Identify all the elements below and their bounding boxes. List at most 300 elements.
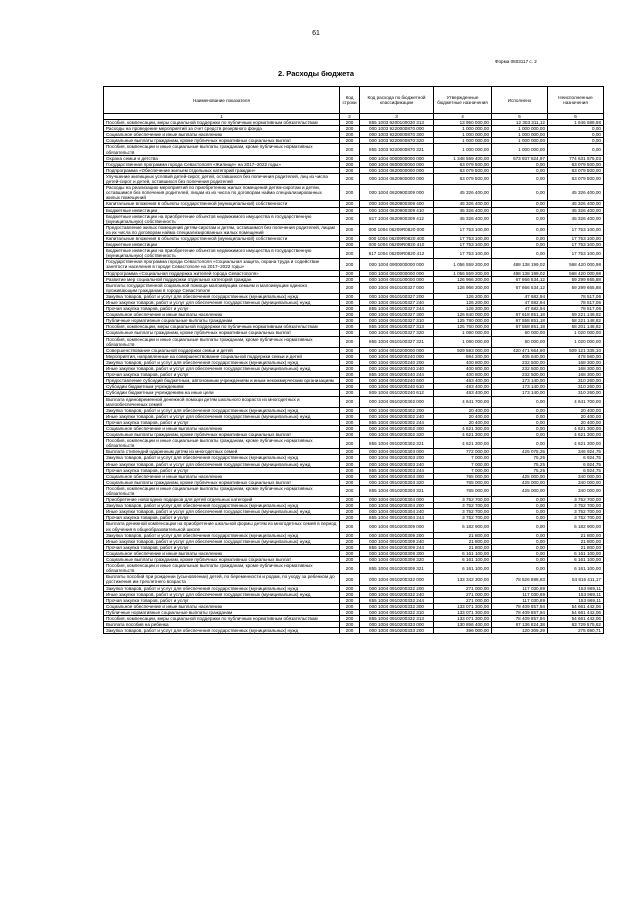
row-line-code: 200 <box>340 585 360 591</box>
row-unexecuted: 153 969,11 <box>548 597 604 603</box>
row-name: Расходы на проведение мероприятий за счет средств резервного фонда <box>104 126 340 132</box>
row-budget-code: 000 1004 06209R0820 400 <box>360 235 434 241</box>
row-line-code: 200 <box>340 336 360 347</box>
row-approved: 126 840 000,00 <box>434 312 492 318</box>
row-line-code: 200 <box>340 509 360 515</box>
row-line-code: 200 <box>340 384 360 390</box>
row-name: Подпрограмма «Обеспечение жильем отдельных категорий граждан» <box>104 167 340 173</box>
row-name: Иные закупки товаров, работ и услуг для обеспечения государственных (муниципальных) нужд <box>104 366 340 372</box>
row-budget-code: 000 1004 0910200303 240 <box>360 461 434 467</box>
row-executed: 405 640,00 <box>492 353 548 359</box>
row-unexecuted: 4 621 300,00 <box>548 425 604 431</box>
row-name: Социальное обеспечение и иные выплаты населению <box>104 603 340 609</box>
row-line-code: 200 <box>340 591 360 597</box>
row-unexecuted: 153 969,11 <box>548 591 604 597</box>
row-approved: 17 753 100,00 <box>434 235 492 241</box>
row-approved: 4 621 300,00 <box>434 432 492 438</box>
row-name: Иные закупки товаров, работ и услуг для обеспечения государственных (муниципальных) нужд <box>104 413 340 419</box>
row-unexecuted: 4 641 700,00 <box>548 396 604 407</box>
row-line-code: 200 <box>340 432 360 438</box>
row-approved: 130 856 400,00 <box>434 622 492 628</box>
row-unexecuted: 6 182 900,00 <box>548 521 604 532</box>
row-approved: 21 800,00 <box>434 538 492 544</box>
row-name: Закупка товаров, работ и услуг для обеспечения государственных (муниципальных) нужд <box>104 407 340 413</box>
row-approved: 21 800,00 <box>434 544 492 550</box>
row-unexecuted: 21 800,00 <box>548 544 604 550</box>
row-executed: 0,00 <box>492 235 548 241</box>
row-name: Прочая закупка товаров, работ и услуг <box>104 515 340 521</box>
row-budget-code: 000 1004 0910200332 240 <box>360 591 434 597</box>
row-approved: 3 752 700,00 <box>434 497 492 503</box>
row-name: Бюджетные инвестиции на приобретение объектов недвижимого имущества в государственную (муниципальную) собственность <box>104 248 340 259</box>
column-number: 2 <box>340 114 360 120</box>
row-line-code: 200 <box>340 201 360 207</box>
row-line-code: 200 <box>340 497 360 503</box>
row-approved: 133 071 300,00 <box>434 603 492 609</box>
row-budget-code: 000 1004 0910100327 200 <box>360 293 434 299</box>
column-number: 1 <box>104 114 340 120</box>
table-row <box>104 628 604 634</box>
row-budget-code: 000 1004 0000000000 000 <box>360 155 434 161</box>
row-executed: 232 500,00 <box>492 359 548 365</box>
row-approved: 6 161 100,00 <box>434 563 492 574</box>
row-name: Социальные выплаты гражданам, кроме публичных нормативных социальных выплат <box>104 479 340 485</box>
row-unexecuted: 168 300,00 <box>548 372 604 378</box>
row-executed: 173 140,00 <box>492 378 548 384</box>
row-executed: 0,00 <box>492 185 548 201</box>
row-budget-code: 855 1004 0910200303 321 <box>360 485 434 496</box>
row-unexecuted: 59 221 148,82 <box>548 312 604 318</box>
row-unexecuted: 17 753 100,00 <box>548 248 604 259</box>
row-name: Улучшение жилищных условий детей-сирот, детей, оставшихся без попечения родителей, лиц из числа детей-сирот и детей, оставшихся без попечения родителей <box>104 173 340 184</box>
row-approved: 133 071 300,00 <box>434 609 492 615</box>
row-approved: 772 000,00 <box>434 449 492 455</box>
row-name: Бюджетные инвестиции на приобретение объектов недвижимого имущества в государственную (муниципальную) собственность <box>104 213 340 224</box>
row-unexecuted: 17 753 100,00 <box>548 242 604 248</box>
row-executed: 0,00 <box>492 242 548 248</box>
row-budget-code: 000 1004 0910200332 300 <box>360 603 434 609</box>
page-number: 61 <box>312 30 320 37</box>
row-unexecuted: 1 646 688,88 <box>548 120 604 126</box>
row-budget-code: 855 1004 0910100327 244 <box>360 306 434 312</box>
row-line-code: 200 <box>340 544 360 550</box>
row-budget-code: 000 1004 0910200302 000 <box>360 396 434 407</box>
row-budget-code: 000 1004 0620000000 000 <box>360 167 434 173</box>
row-name: Предоставление жилых помещений детям-сиротам и детям, оставшимся без попечения родителей, лицам из их числа по договорам найма специализированных жилых помещений <box>104 224 340 235</box>
table-row <box>104 144 604 155</box>
row-line-code: 200 <box>340 609 360 615</box>
row-name: Прочая закупка товаров, работ и услуг <box>104 372 340 378</box>
row-line-code: 200 <box>340 503 360 509</box>
row-line-code: 200 <box>340 347 360 353</box>
row-budget-code: 000 1004 0910200332 000 <box>360 574 434 585</box>
row-unexecuted: 168 300,00 <box>548 366 604 372</box>
row-budget-code: 855 1003 9200100030 313 <box>360 120 434 126</box>
row-unexecuted: 310 260,00 <box>548 384 604 390</box>
row-executed: 12 303 311,12 <box>492 120 548 126</box>
column-header-name: Наименование показателя <box>104 87 340 114</box>
row-budget-code: 855 1004 0910200309 321 <box>360 563 434 574</box>
row-unexecuted: 59 299 665,88 <box>548 282 604 293</box>
row-approved: 17 753 100,00 <box>434 248 492 259</box>
row-line-code: 200 <box>340 563 360 574</box>
row-line-code: 200 <box>340 185 360 201</box>
row-budget-code: 000 1004 0910200302 300 <box>360 425 434 431</box>
row-approved: 6 161 100,00 <box>434 557 492 563</box>
row-approved: 21 800,00 <box>434 532 492 538</box>
row-budget-code: 000 1004 0910200304 200 <box>360 503 434 509</box>
row-line-code: 200 <box>340 473 360 479</box>
table-row <box>104 563 604 574</box>
row-name: Иные закупки товаров, работ и услуг для обеспечения государственных (муниципальных) нужд <box>104 300 340 306</box>
row-line-code: 200 <box>340 550 360 556</box>
row-name: Социальное обеспечение и иные выплаты населению <box>104 425 340 431</box>
row-budget-code: 000 1004 06209R0820 000 <box>360 224 434 235</box>
row-name: Закупка товаров, работ и услуг для обеспечения государственных (муниципальных) нужд <box>104 293 340 299</box>
row-name: Выплаты пособий при рождении (усыновлении) детей, по беременности и родам, по уходу за ребенком до достижения им трехлетнего возраста <box>104 574 340 585</box>
row-budget-code: 817 1004 06209R0820 412 <box>360 248 434 259</box>
row-line-code: 200 <box>340 622 360 628</box>
row-approved: 45 326 400,00 <box>434 207 492 213</box>
row-executed: 173 140,00 <box>492 390 548 396</box>
row-budget-code: 000 1004 0620900000 000 <box>360 173 434 184</box>
row-approved: 765 000,00 <box>434 479 492 485</box>
row-line-code: 200 <box>340 538 360 544</box>
row-budget-code: 000 1004 0910100327 000 <box>360 282 434 293</box>
row-unexecuted: 20 400,00 <box>548 419 604 425</box>
row-name: Пособия, компенсации и иные социальные выплаты гражданам, кроме публичных нормативных обязательств <box>104 336 340 347</box>
row-approved: 4 621 300,00 <box>434 438 492 449</box>
row-budget-code: 000 1004 0910200302 200 <box>360 407 434 413</box>
row-executed: 0,00 <box>492 207 548 213</box>
row-approved: 45 326 400,00 <box>434 213 492 224</box>
row-budget-code: 000 1004 0910200333 000 <box>360 622 434 628</box>
row-unexecuted: 310 260,00 <box>548 378 604 384</box>
row-approved: 3 752 700,00 <box>434 509 492 515</box>
row-executed: 0,00 <box>492 425 548 431</box>
row-unexecuted: 0,00 <box>548 144 604 155</box>
row-budget-code: 855 1004 0910200302 321 <box>360 438 434 449</box>
row-budget-code: 000 1004 0910200304 240 <box>360 509 434 515</box>
row-line-code: 200 <box>340 138 360 144</box>
row-approved: 4 621 300,00 <box>434 425 492 431</box>
row-line-code: 200 <box>340 306 360 312</box>
row-budget-code: 000 1004 0910200240 600 <box>360 378 434 384</box>
table-row <box>104 224 604 235</box>
row-name: Иные закупки товаров, работ и услуг для обеспечения государственных (муниципальных) нужд <box>104 509 340 515</box>
row-name: Пособия, компенсации, меры социальной поддержки по публичным нормативным обязательствам <box>104 120 340 126</box>
row-unexecuted: 6 924,75 <box>548 455 604 461</box>
column-number: 3 <box>360 114 434 120</box>
row-budget-code: 000 1004 0910200240 240 <box>360 366 434 372</box>
row-unexecuted: 45 326 400,00 <box>548 185 604 201</box>
row-unexecuted: 0,00 <box>548 138 604 144</box>
row-approved: 6 161 100,00 <box>434 550 492 556</box>
row-line-code: 200 <box>340 248 360 259</box>
row-executed: 0,00 <box>492 213 548 224</box>
row-approved: 133 071 300,00 <box>434 615 492 621</box>
row-budget-code: 000 1003 9220000870 300 <box>360 132 434 138</box>
row-unexecuted: 168 300,00 <box>548 359 604 365</box>
row-name: Развитие мер социальной поддержки отдельных категорий граждан <box>104 276 340 282</box>
table-row <box>104 336 604 347</box>
row-line-code: 200 <box>340 282 360 293</box>
row-line-code: 200 <box>340 413 360 419</box>
row-approved: 17 753 100,00 <box>434 224 492 235</box>
row-executed: 47 682,94 <box>492 293 548 299</box>
row-name: Выплаты государственной социальной помощи малоимущим семьям и малоимущим одиноко проживающим гражданам в городе Севастополе <box>104 282 340 293</box>
row-executed: 67 136 824,38 <box>492 622 548 628</box>
row-line-code: 200 <box>340 515 360 521</box>
row-unexecuted: 63 729 575,62 <box>548 622 604 628</box>
row-line-code: 200 <box>340 161 360 167</box>
row-unexecuted: 54 661 442,06 <box>548 609 604 615</box>
row-name: Капитальные вложения в объекты государственной (муниципальной) собственности <box>104 235 340 241</box>
row-executed: 0,00 <box>492 161 548 167</box>
row-executed: 425 000,00 <box>492 479 548 485</box>
row-name: Пособия, компенсации и иные социальные выплаты гражданам, кроме публичных нормативных обязательств <box>104 485 340 496</box>
table-row <box>104 438 604 449</box>
row-name: Выплата пособия на ребенка <box>104 622 340 628</box>
row-line-code: 200 <box>340 259 360 270</box>
row-name: Социальные выплаты гражданам, кроме публичных нормативных социальных выплат <box>104 330 340 336</box>
row-line-code: 200 <box>340 628 360 634</box>
row-line-code: 200 <box>340 615 360 621</box>
row-budget-code: 855 1004 0910200332 244 <box>360 597 434 603</box>
row-name: Социальные выплаты гражданам, кроме публичных нормативных социальных выплат <box>104 138 340 144</box>
row-budget-code: 000 1004 0910200303 300 <box>360 473 434 479</box>
row-approved: 271 000,00 <box>434 591 492 597</box>
row-unexecuted: 6 161 100,00 <box>548 550 604 556</box>
row-executed: 0,00 <box>492 532 548 538</box>
row-budget-code: 000 1004 0910000000 000 <box>360 270 434 276</box>
row-unexecuted: 58 221 148,82 <box>548 318 604 324</box>
row-line-code: 200 <box>340 425 360 431</box>
row-executed: 0,00 <box>492 173 548 184</box>
row-name: Субсидии бюджетным учреждениям <box>104 384 340 390</box>
row-executed: 117 030,89 <box>492 597 548 603</box>
row-budget-code: 855 1004 0910200304 244 <box>360 515 434 521</box>
row-executed: 0,00 <box>492 396 548 407</box>
row-approved: 483 400,00 <box>434 390 492 396</box>
row-budget-code: 855 1004 0910200332 313 <box>360 615 434 621</box>
row-name: Социальные выплаты гражданам, кроме публичных нормативных социальных выплат <box>104 557 340 563</box>
row-approved: 1 000 000,00 <box>434 138 492 144</box>
row-unexecuted: 45 326 400,00 <box>548 207 604 213</box>
row-approved: 20 400,00 <box>434 419 492 425</box>
row-unexecuted: 340 000,00 <box>548 485 604 496</box>
row-unexecuted: 6 924,75 <box>548 467 604 473</box>
row-line-code: 200 <box>340 485 360 496</box>
row-approved: 884 200,00 <box>434 353 492 359</box>
row-budget-code: 000 1004 0910200303 320 <box>360 479 434 485</box>
row-name: Прочая закупка товаров, работ и услуг <box>104 306 340 312</box>
row-line-code: 200 <box>340 603 360 609</box>
row-name: Государственная программа города Севастополя «Жилище» на 2017–2022 годы» <box>104 161 340 167</box>
row-executed: 425 000,00 <box>492 473 548 479</box>
row-name: Пособия, компенсации и иные социальные выплаты гражданам, кроме публичных нормативных обязательств <box>104 438 340 449</box>
row-approved: 1 080 000,00 <box>434 330 492 336</box>
row-budget-code: 000 1004 0910200240 000 <box>360 353 434 359</box>
row-unexecuted: 6 161 100,00 <box>548 563 604 574</box>
row-approved: 126 966 200,00 <box>434 282 492 293</box>
row-approved: 3 752 700,00 <box>434 515 492 521</box>
row-executed: 67 666 534,12 <box>492 276 548 282</box>
row-budget-code: 855 1004 0910200302 244 <box>360 419 434 425</box>
row-line-code: 200 <box>340 574 360 585</box>
column-number: 6 <box>548 114 604 120</box>
row-executed: 78 409 857,94 <box>492 603 548 609</box>
row-executed: 67 666 534,12 <box>492 282 548 293</box>
row-executed: 0,00 <box>492 509 548 515</box>
row-executed: 78 409 857,94 <box>492 615 548 621</box>
row-unexecuted: 59 299 665,88 <box>548 276 604 282</box>
row-budget-code: 000 1004 0910200332 310 <box>360 609 434 615</box>
row-approved: 1 056 559 200,00 <box>434 259 492 270</box>
row-unexecuted: 78 517,06 <box>548 306 604 312</box>
row-line-code: 200 <box>340 521 360 532</box>
row-name: Выплата денежной компенсации на приобретение школьной формы детям из многодетных семей в период их обучения в общеобразовательной школе <box>104 521 340 532</box>
row-line-code: 200 <box>340 270 360 276</box>
row-unexecuted: 1 020 000,00 <box>548 336 604 347</box>
row-unexecuted: 21 800,00 <box>548 538 604 544</box>
row-name: Иные закупки товаров, работ и услуг для обеспечения государственных (муниципальных) нужд <box>104 591 340 597</box>
row-name: Выплата стипендий одаренным детям из многодетных семей <box>104 449 340 455</box>
row-approved: 1 056 559 200,00 <box>434 270 492 276</box>
row-budget-code: 000 1004 0910100327 240 <box>360 300 434 306</box>
column-header-unexecuted: Неисполненные назначения <box>548 87 604 114</box>
row-name: Социальное обеспечение и иные выплаты населению <box>104 473 340 479</box>
row-line-code: 200 <box>340 276 360 282</box>
row-unexecuted: 275 690,71 <box>548 628 604 634</box>
table-header-row <box>104 87 604 114</box>
row-name: Прочая закупка товаров, работ и услуг <box>104 544 340 550</box>
row-unexecuted: 6 924,75 <box>548 461 604 467</box>
row-executed: 1 000 000,00 <box>492 126 548 132</box>
row-executed: 1 000 000,00 <box>492 144 548 155</box>
row-name: Публичные нормативные социальные выплаты гражданам <box>104 318 340 324</box>
row-line-code: 200 <box>340 467 360 473</box>
row-executed: 67 558 851,18 <box>492 324 548 330</box>
row-executed: 573 937 824,97 <box>492 155 548 161</box>
expenses-table <box>103 86 604 634</box>
row-budget-code: 000 1004 0910100327 310 <box>360 318 434 324</box>
row-executed: 0,00 <box>492 432 548 438</box>
row-budget-code: 855 1004 0910200303 244 <box>360 467 434 473</box>
row-unexecuted: 20 400,00 <box>548 407 604 413</box>
row-unexecuted: 4 621 300,00 <box>548 432 604 438</box>
row-budget-code: 000 1004 06209R0820 410 <box>360 242 434 248</box>
row-line-code: 200 <box>340 173 360 184</box>
column-number: 4 <box>434 114 492 120</box>
row-approved: 1 000 000,00 <box>434 132 492 138</box>
row-approved: 6 182 900,00 <box>434 521 492 532</box>
table-row <box>104 396 604 407</box>
row-approved: 1 000 000,00 <box>434 126 492 132</box>
row-unexecuted: 3 752 700,00 <box>548 515 604 521</box>
row-approved: 4 641 700,00 <box>434 396 492 407</box>
row-line-code: 200 <box>340 242 360 248</box>
row-name: Социальное обеспечение и иные выплаты населению <box>104 132 340 138</box>
row-name: Капитальные вложения в объекты государственной (муниципальной) собственности <box>104 201 340 207</box>
row-executed: 0,00 <box>492 557 548 563</box>
row-approved: 126 200,00 <box>434 300 492 306</box>
row-unexecuted: 78 517,06 <box>548 293 604 299</box>
row-approved: 7 000,00 <box>434 461 492 467</box>
row-name: Приобретение новогодних подарков для детей отдельных категорий <box>104 497 340 503</box>
row-name: Пособия, компенсации, меры социальной поддержки по публичным нормативным обязательствам <box>104 615 340 621</box>
row-budget-code: 855 1004 0910100327 321 <box>360 336 434 347</box>
row-executed: 0,00 <box>492 248 548 259</box>
row-executed: 47 682,94 <box>492 306 548 312</box>
row-unexecuted: 3 752 700,00 <box>548 509 604 515</box>
row-approved: 1 080 000,00 <box>434 336 492 347</box>
row-line-code: 200 <box>340 419 360 425</box>
row-budget-code: 000 1004 0900000000 000 <box>360 259 434 270</box>
row-executed: 117 030,89 <box>492 585 548 591</box>
row-approved: 271 000,00 <box>434 597 492 603</box>
row-approved: 765 000,00 <box>434 473 492 479</box>
row-name: Выплата единовременной денежной помощи детям школьного возраста из многодетных и малообеспеченных семей <box>104 396 340 407</box>
row-line-code: 200 <box>340 359 360 365</box>
row-executed: 1 000 000,00 <box>492 132 548 138</box>
row-name: Иные закупки товаров, работ и услуг для обеспечения государственных (муниципальных) нужд <box>104 538 340 544</box>
row-budget-code: 000 1004 0910100327 300 <box>360 312 434 318</box>
row-approved: 20 400,00 <box>434 413 492 419</box>
row-executed: 0,00 <box>492 407 548 413</box>
row-executed: 117 030,89 <box>492 591 548 597</box>
row-name: Иные закупки товаров, работ и услуг для обеспечения государственных (муниципальных) нужд <box>104 461 340 467</box>
row-approved: 133 342 300,00 <box>434 574 492 585</box>
row-unexecuted: 17 753 100,00 <box>548 224 604 235</box>
row-executed: 1 000 000,00 <box>492 138 548 144</box>
row-executed: 173 140,00 <box>492 384 548 390</box>
row-executed: 0,00 <box>492 419 548 425</box>
row-line-code: 200 <box>340 378 360 384</box>
row-line-code: 200 <box>340 213 360 224</box>
row-unexecuted: 310 260,00 <box>548 390 604 396</box>
row-executed: 67 558 851,18 <box>492 318 548 324</box>
row-executed: 60 000,00 <box>492 330 548 336</box>
row-approved: 45 326 400,00 <box>434 201 492 207</box>
row-name: Охрана семьи и детства <box>104 155 340 161</box>
row-budget-code: 000 1004 0910200309 200 <box>360 532 434 538</box>
row-approved: 3 752 700,00 <box>434 503 492 509</box>
row-executed: 0,00 <box>492 563 548 574</box>
row-approved: 20 400,00 <box>434 407 492 413</box>
table-row <box>104 521 604 532</box>
row-executed: 60 000,00 <box>492 336 548 347</box>
row-approved: 126 966 200,00 <box>434 276 492 282</box>
row-budget-code: 000 1004 0910200240 610 <box>360 384 434 390</box>
row-executed: 488 138 199,02 <box>492 259 548 270</box>
row-executed: 0,00 <box>492 497 548 503</box>
row-name: Закупка товаров, работ и услуг для обеспечения государственных (муниципальных) нужд <box>104 503 340 509</box>
row-unexecuted: 17 753 100,00 <box>548 235 604 241</box>
row-budget-code: 000 1004 0910200309 320 <box>360 557 434 563</box>
row-unexecuted: 6 161 100,00 <box>548 557 604 563</box>
row-executed: 420 471 664,90 <box>492 347 548 353</box>
row-line-code: 200 <box>340 461 360 467</box>
row-line-code: 200 <box>340 390 360 396</box>
row-unexecuted: 63 079 500,00 <box>548 161 604 167</box>
column-header-approved: Утвержденные бюджетные назначения <box>434 87 492 114</box>
row-line-code: 200 <box>340 167 360 173</box>
row-name: Пособия, компенсации, меры социальной поддержки по публичным нормативным обязательствам <box>104 324 340 330</box>
row-unexecuted: 568 420 000,98 <box>548 259 604 270</box>
table-row <box>104 574 604 585</box>
row-unexecuted: 63 079 500,00 <box>548 173 604 184</box>
